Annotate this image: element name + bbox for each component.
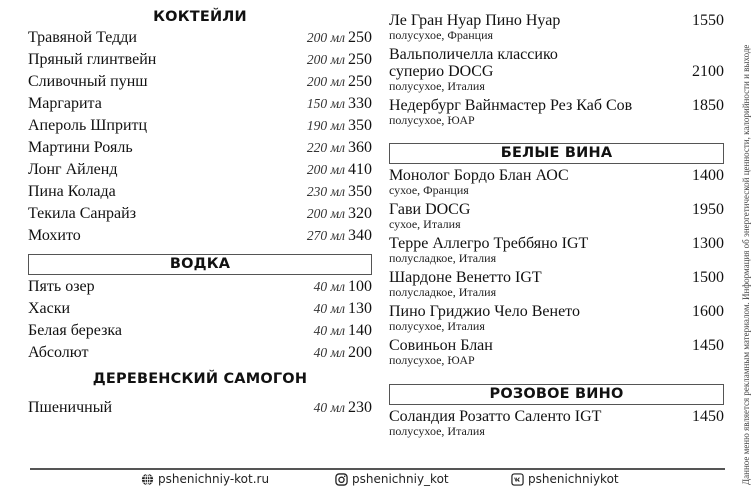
item-price: 100 bbox=[348, 278, 372, 295]
item-price: 1550 bbox=[692, 12, 724, 29]
item-price: 1450 bbox=[692, 337, 724, 354]
footer-divider bbox=[30, 468, 725, 470]
globe-icon bbox=[141, 473, 154, 486]
item-volume: 150 мл bbox=[306, 96, 345, 111]
item-name: Апероль Шпритц bbox=[28, 117, 148, 134]
item-details: сухое, Италия bbox=[389, 217, 461, 231]
item-name: Текила Санрайз bbox=[28, 205, 137, 222]
menu-item bbox=[28, 276, 372, 298]
item-volume: 200 мл bbox=[306, 206, 345, 221]
website-link[interactable] bbox=[141, 472, 269, 486]
rose-wine-list bbox=[389, 408, 724, 438]
menu-item bbox=[28, 49, 372, 71]
item-name: Травяной Тедди bbox=[28, 29, 137, 46]
side-disclaimer: Данное меню является рекламным материалом. Информация об энергетической ценности, калорийности и выходе bbox=[741, 44, 751, 485]
item-name: Недербург Вайнмастер Рез Каб Сов bbox=[389, 97, 633, 114]
section-title-white-wines: БЕЛЫЕ ВИНА bbox=[389, 143, 724, 164]
menu-item bbox=[28, 159, 372, 181]
item-name: Пшеничный bbox=[28, 399, 113, 416]
samogon-list bbox=[28, 397, 372, 419]
item-price: 250 bbox=[348, 29, 372, 46]
wine-item bbox=[389, 337, 724, 367]
item-volume: 40 мл bbox=[313, 345, 345, 360]
item-volume: 200 мл bbox=[306, 30, 345, 45]
item-price: 230 bbox=[348, 399, 372, 416]
cocktails-list bbox=[28, 27, 372, 247]
item-price: 1450 bbox=[692, 408, 724, 425]
menu-item bbox=[28, 342, 372, 364]
item-name: Гави DOCG bbox=[389, 201, 471, 218]
menu-item bbox=[28, 397, 372, 419]
item-name: Пять озер bbox=[28, 278, 95, 295]
item-price: 350 bbox=[348, 117, 372, 134]
item-name: Терре Аллегро Треббяно IGT bbox=[389, 235, 589, 252]
menu-item bbox=[28, 225, 372, 247]
item-volume: 200 мл bbox=[306, 74, 345, 89]
item-price: 140 bbox=[348, 322, 372, 339]
item-volume: 40 мл bbox=[313, 279, 345, 294]
item-name: Абсолют bbox=[28, 344, 89, 361]
item-details: полусухое, Италия bbox=[389, 319, 485, 333]
item-price: 320 bbox=[348, 205, 372, 222]
item-price: 250 bbox=[348, 51, 372, 68]
item-name: Пино Гриджио Чело Венето bbox=[389, 303, 580, 320]
wine-item bbox=[389, 46, 724, 93]
vk-link[interactable] bbox=[511, 472, 619, 486]
vodka-list bbox=[28, 276, 372, 364]
wine-item bbox=[389, 12, 724, 42]
item-price: 1600 bbox=[692, 303, 724, 320]
item-details: полусухое, Франция bbox=[389, 28, 494, 42]
item-name: Пина Колада bbox=[28, 183, 116, 200]
item-price: 410 bbox=[348, 161, 372, 178]
instagram-label: pshenichniy_kot bbox=[352, 472, 449, 486]
item-details: полусухое, Италия bbox=[389, 424, 485, 438]
item-volume: 200 мл bbox=[306, 162, 345, 177]
menu-item bbox=[28, 71, 372, 93]
section-title-vodka: ВОДКА bbox=[28, 254, 372, 275]
item-details: полусухое, Италия bbox=[389, 79, 485, 93]
menu-item bbox=[28, 137, 372, 159]
item-name: Белая березка bbox=[28, 322, 123, 339]
item-name-line2: суперио DOCG bbox=[389, 63, 494, 80]
item-price: 1950 bbox=[692, 201, 724, 218]
item-details: полусладкое, Италия bbox=[389, 285, 497, 299]
menu-item bbox=[28, 93, 372, 115]
item-name: Вальполичелла классико bbox=[389, 46, 558, 63]
item-name: Мохито bbox=[28, 227, 81, 244]
section-title-cocktails: КОКТЕЙЛИ bbox=[153, 9, 247, 25]
item-name: Совиньон Блан bbox=[389, 337, 493, 354]
item-price: 250 bbox=[348, 73, 372, 90]
item-name: Хаски bbox=[28, 300, 71, 317]
section-title-samogon: ДЕРЕВЕНСКИЙ САМОГОН bbox=[92, 371, 308, 387]
item-name: Лонг Айленд bbox=[28, 161, 118, 178]
item-volume: 40 мл bbox=[313, 323, 345, 338]
item-name: Монолог Бордо Блан АОС bbox=[389, 167, 569, 184]
item-price: 1850 bbox=[692, 97, 724, 114]
item-price: 350 bbox=[348, 183, 372, 200]
item-name: Соландия Розатто Саленто IGT bbox=[389, 408, 602, 425]
item-name: Ле Гран Нуар Пино Нуар bbox=[389, 12, 561, 29]
item-name: Шардоне Венетто IGT bbox=[389, 269, 542, 286]
item-name: Маргарита bbox=[28, 95, 102, 112]
instagram-icon bbox=[335, 473, 348, 486]
item-price: 130 bbox=[348, 300, 372, 317]
item-price: 200 bbox=[348, 344, 372, 361]
item-name: Пряный глинтвейн bbox=[28, 51, 157, 68]
item-price: 2100 bbox=[692, 63, 724, 80]
footer bbox=[0, 472, 752, 490]
wine-item bbox=[389, 201, 724, 231]
item-details: полусухое, ЮАР bbox=[389, 353, 475, 367]
red-wines-list bbox=[389, 12, 724, 127]
item-price: 360 bbox=[348, 139, 372, 156]
menu-item bbox=[28, 298, 372, 320]
menu-item bbox=[28, 320, 372, 342]
wine-item bbox=[389, 167, 724, 197]
menu-item bbox=[28, 115, 372, 137]
wine-item bbox=[389, 408, 724, 438]
wine-item bbox=[389, 235, 724, 265]
item-price: 340 bbox=[348, 227, 372, 244]
menu-item bbox=[28, 203, 372, 225]
left-column bbox=[28, 0, 372, 419]
item-volume: 230 мл bbox=[306, 184, 345, 199]
vk-icon bbox=[511, 473, 524, 486]
menu-item bbox=[28, 181, 372, 203]
menu-item bbox=[28, 27, 372, 49]
wine-item bbox=[389, 269, 724, 299]
item-name: Мартини Рояль bbox=[28, 139, 133, 156]
item-price: 330 bbox=[348, 95, 372, 112]
item-volume: 270 мл bbox=[306, 228, 345, 243]
white-wines-list bbox=[389, 167, 724, 367]
item-price: 1400 bbox=[692, 167, 724, 184]
item-volume: 40 мл bbox=[313, 301, 345, 316]
vk-label: pshenichniykot bbox=[528, 472, 619, 486]
item-details: полусладкое, Италия bbox=[389, 251, 497, 265]
item-details: полусухое, ЮАР bbox=[389, 113, 475, 127]
item-price: 1500 bbox=[692, 269, 724, 286]
section-title-rose-wine: РОЗОВОЕ ВИНО bbox=[389, 384, 724, 405]
item-volume: 200 мл bbox=[306, 52, 345, 67]
wine-item bbox=[389, 97, 724, 127]
item-volume: 220 мл bbox=[306, 140, 345, 155]
item-volume: 190 мл bbox=[306, 118, 345, 133]
right-column bbox=[389, 0, 724, 442]
instagram-link[interactable] bbox=[335, 472, 449, 486]
item-volume: 40 мл bbox=[313, 400, 345, 415]
item-price: 1300 bbox=[692, 235, 724, 252]
item-details: сухое, Франция bbox=[389, 183, 469, 197]
wine-item bbox=[389, 303, 724, 333]
website-label: pshenichniy-kot.ru bbox=[158, 472, 270, 486]
item-name: Сливочный пунш bbox=[28, 73, 148, 90]
